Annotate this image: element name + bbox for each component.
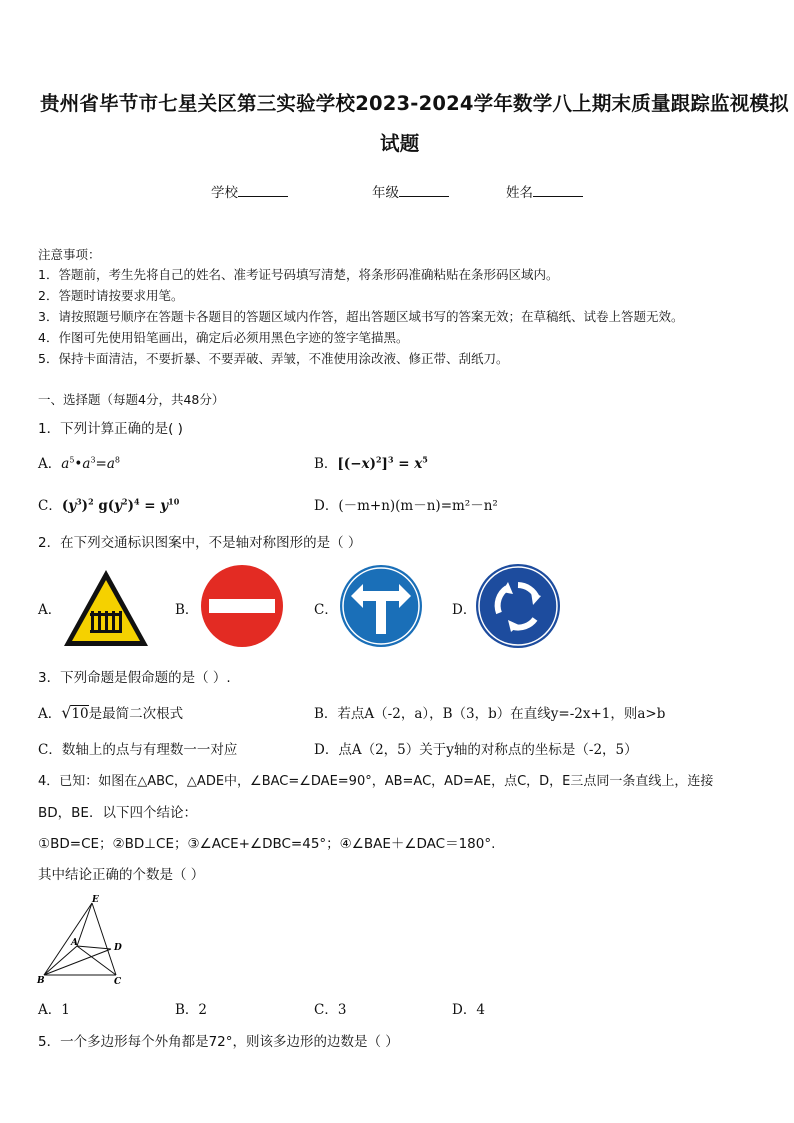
q3-option-d[interactable]: D．点A（2，5）关于y轴的对称点的坐标是（-2，5）	[314, 742, 638, 758]
label-c: C	[114, 977, 122, 985]
roundabout-sign-icon	[475, 563, 561, 649]
q4-option-c[interactable]: C．3	[314, 1002, 347, 1018]
page-title-continued: 试题	[380, 132, 420, 155]
question-4-ask: 其中结论正确的个数是（ ）	[38, 867, 205, 883]
grade-label: 年级	[372, 185, 399, 201]
option-label: B．	[314, 456, 338, 472]
question-1-stem: 1．下列计算正确的是( )	[38, 421, 183, 437]
name-blank[interactable]	[533, 184, 583, 197]
section-heading: 一、选择题（每题4分，共48分）	[38, 392, 225, 407]
turn-left-right-sign-icon	[339, 564, 423, 648]
option-text: 是最简二次根式	[88, 706, 184, 722]
label-a: A	[71, 938, 78, 948]
note-item: 2．答题时请按要求用笔。	[38, 288, 184, 303]
label-e: E	[92, 895, 99, 905]
q4-option-d[interactable]: D．4	[452, 1002, 485, 1018]
page-title: 贵州省毕节市七星关区第三实验学校2023-2024学年数学八上期末质量跟踪监视模拟	[40, 92, 789, 115]
school-label: 学校	[211, 185, 238, 201]
q1-option-c[interactable]: C．$(y^3)^2$ $g(y^2)^4 = y^{10}$	[38, 496, 180, 514]
school-blank[interactable]	[238, 184, 288, 197]
q1-option-d[interactable]: D．(－m+n)(m－n)=m²－n²	[314, 498, 498, 514]
q2-option-c-label[interactable]: C．	[314, 602, 338, 618]
q3-option-c[interactable]: C．数轴上的点与有理数一一对应	[38, 742, 238, 758]
no-entry-sign-icon	[200, 564, 284, 648]
note-item: 5．保持卡面清洁，不要折暴、不要弄破、弄皱，不准使用涂改液、修正带、刮纸刀。	[38, 351, 509, 366]
grade-field[interactable]	[372, 181, 449, 201]
note-item: 1．答题前，考生先将自己的姓名、准考证号码填写清楚，将条形码准确粘贴在条形码区域内。	[38, 267, 559, 282]
q1-option-b[interactable]: B．$[(-x)^2]^3 = x^5$	[314, 454, 428, 472]
q4-option-a[interactable]: A．1	[38, 1002, 70, 1018]
question-4-stem: 4．已知：如图在△ABC，△ADE中，∠BAC=∠DAE=90°，AB=AC，AD=AE，点C，D，E三点同一条直线上，连接	[38, 774, 714, 789]
notes-heading: 注意事项：	[38, 247, 101, 262]
grade-blank[interactable]	[399, 184, 449, 197]
note-item: 4．作图可先使用铅笔画出，确定后必须用黑色字迹的签字笔描黑。	[38, 330, 409, 345]
q1-option-a[interactable]: A．$a^5•a^3=a^8$	[38, 455, 120, 472]
question-5-stem: 5．一个多边形每个外角都是72°，则该多边形的边数是（ ）	[38, 1034, 399, 1050]
question-4-conclusions: ①BD=CE；②BD⊥CE；③∠ACE+∠DBC=45°；④∠BAE＋∠DAC＝180°.	[38, 836, 496, 852]
option-label: A．	[38, 456, 62, 472]
q4-option-b[interactable]: B．2	[175, 1002, 208, 1018]
radicand: 10	[71, 706, 89, 722]
q3-option-b[interactable]: B．若点A（-2，a），B（3，b）在直线y=-2x+1，则a>b	[314, 706, 666, 722]
label-d: D	[114, 943, 122, 953]
option-label: A．	[38, 706, 62, 722]
question-4-stem-continued: BD，BE．以下四个结论：	[38, 805, 197, 821]
q3-option-a[interactable]: A．√10是最简二次根式	[38, 703, 184, 722]
school-field[interactable]	[211, 181, 288, 201]
q2-option-d-label[interactable]: D．	[452, 602, 477, 618]
option-label: C．	[38, 498, 62, 514]
note-item: 3．请按照题号顺序在答题卡各题目的答题区域内作答，超出答题区域书写的答案无效；在草稿纸、试卷上答题无效。	[38, 309, 684, 324]
question-2-stem: 2．在下列交通标识图案中，不是轴对称图形的是（ ）	[38, 535, 362, 551]
q2-option-b-label[interactable]: B．	[175, 602, 199, 618]
railway-warning-sign-icon	[60, 566, 152, 650]
question-3-stem: 3．下列命题是假命题的是（ ）.	[38, 670, 231, 686]
q2-option-a-label[interactable]: A．	[38, 602, 62, 618]
geometry-figure	[34, 893, 134, 985]
label-b: B	[37, 976, 45, 985]
name-field[interactable]	[506, 181, 583, 201]
name-label: 姓名	[506, 185, 533, 201]
